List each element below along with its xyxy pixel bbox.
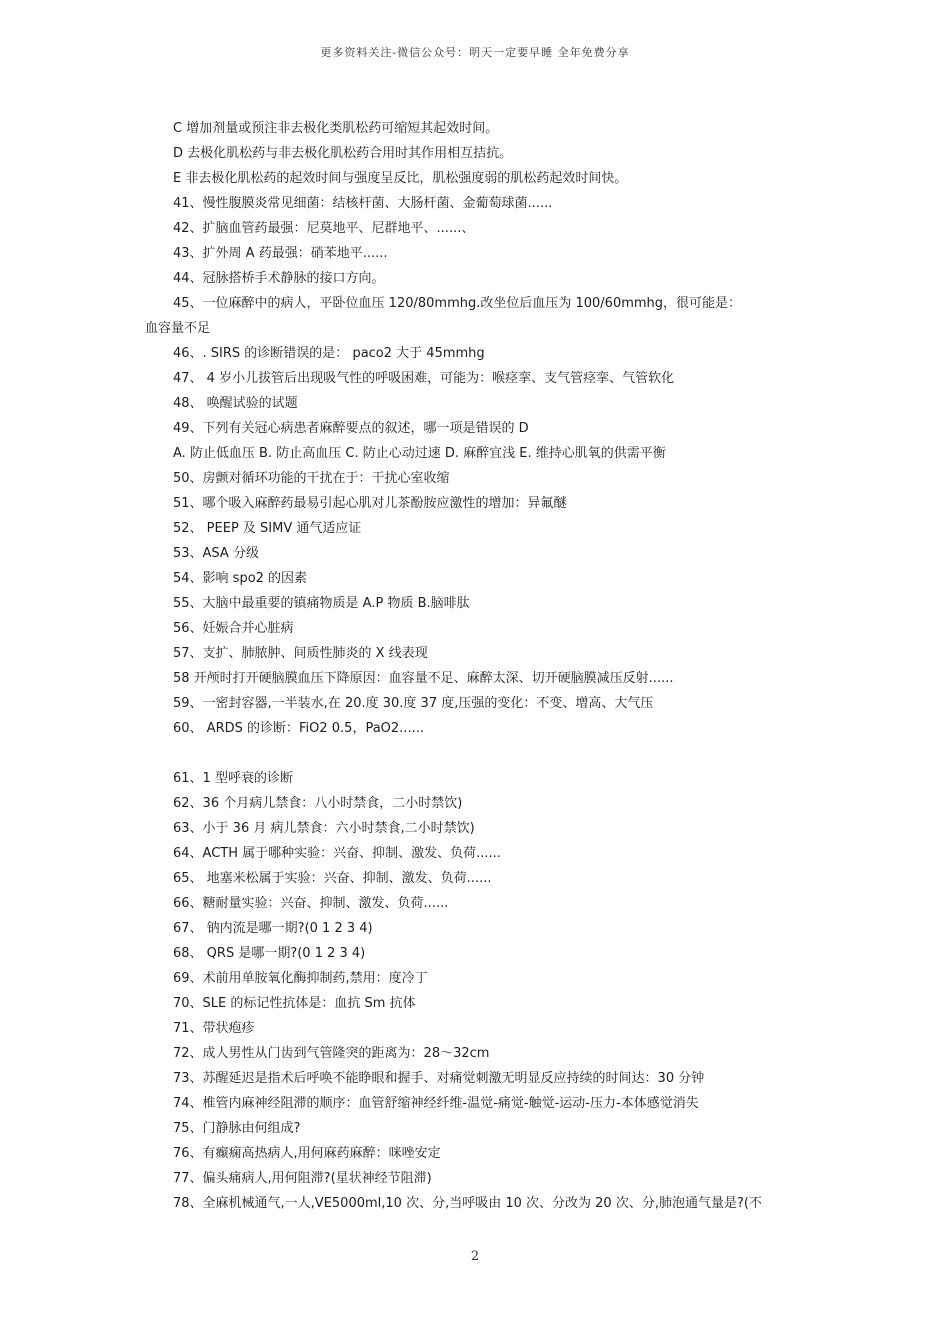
text-line: 53、ASA 分级 [173,546,259,561]
text-line: 61、1 型呼衰的诊断 [173,771,293,786]
document-body [145,116,813,1216]
text-line: C 增加剂量或预注非去极化类肌松药可缩短其起效时间。 [173,121,499,136]
text-line: 60、 ARDS 的诊断：FiO2 0.5，PaO2...... [173,721,424,736]
text-line: A. 防止低血压 B. 防止高血压 C. 防止心动过速 D. 麻醉宜浅 E. 维持心肌氧的供需平衡 [173,446,666,461]
text-line: 76、有癫痫高热病人,用何麻药麻醉：咪唑安定 [173,1146,441,1161]
text-line: 44、冠脉搭桥手术静脉的接口方向。 [173,271,385,286]
text-line: 71、带状疱疹 [173,1021,255,1036]
text-line: 57、支扩、肺脓肿、间质性肺炎的 X 线表现 [173,646,428,661]
blank-line [145,741,813,766]
text-line: 50、房颤对循环功能的干扰在于：干扰心室收缩 [173,471,450,486]
text-line: 49、下列有关冠心病患者麻醉要点的叙述，哪一项是错误的 D [173,421,529,436]
text-line: 62、36 个月病儿禁食：八小时禁食，二小时禁饮) [173,796,463,811]
text-line: 75、门静脉由何组成? [173,1121,301,1136]
text-line: 58 开颅时打开硬脑膜血压下降原因：血容量不足、麻醉太深、切开硬脑膜减压反射...... [173,671,674,686]
page-number: 2 [470,1249,480,1264]
text-line: 56、妊娠合并心脏病 [173,621,294,636]
text-line: 46、. SIRS 的诊断错误的是： paco2 大于 45mmhg [173,346,485,361]
text-line: 73、苏醒延迟是指术后呼唤不能睁眼和握手、对痛觉刺激无明显反应持续的时间达：30 分钟 [173,1071,705,1086]
text-line: 77、偏头痛病人,用何阻滞?(星状神经节阻滞) [173,1171,432,1186]
text-line: 51、哪个吸入麻醉药最易引起心肌对儿茶酚胺应激性的增加：异氟醚 [173,496,567,511]
text-line: 48、 唤醒试验的试题 [173,396,298,411]
text-line: 52、 PEEP 及 SIMV 通气适应证 [173,521,362,536]
text-line: E 非去极化肌松药的起效时间与强度呈反比，肌松强度弱的肌松药起效时间快。 [173,171,628,186]
text-line: 68、 QRS 是哪一期?(0 1 2 3 4) [173,946,366,961]
text-line-continuation: 血容量不足 [145,321,211,336]
text-line: 55、大脑中最重要的镇痛物质是 A.P 物质 B.脑啡肽 [173,596,470,611]
text-line: 42、扩脑血管药最强：尼莫地平、尼群地平、......、 [173,221,475,236]
text-line: 43、扩外周 A 药最强：硝苯地平...... [173,246,388,261]
text-line: 66、糖耐量实验：兴奋、抑制、激发、负荷...... [173,896,449,911]
text-line: 69、术前用单胺氧化酶抑制药,禁用：度冷丁 [173,971,428,986]
page-header: 更多资料关注-微信公众号：明天一定要早睡 全年免费分享 [320,46,630,59]
text-line: 74、椎管内麻神经阻滞的顺序：血管舒缩神经纤维-温觉-痛觉-触觉-运动-压力-本体感觉消失 [173,1096,699,1111]
text-line: 54、影响 spo2 的因素 [173,571,308,586]
text-line: 67、 钠内流是哪一期?(0 1 2 3 4) [173,921,373,936]
text-line: 78、全麻机械通气,一人,VE5000ml,10 次、分,当呼吸由 10 次、分改为 20 次、分,肺泡通气量是?(不 [173,1196,762,1211]
text-line: 41、慢性腹膜炎常见细菌：结核杆菌、大肠杆菌、金葡萄球菌...... [173,196,553,211]
text-line: 70、SLE 的标记性抗体是：血抗 Sm 抗体 [173,996,416,1011]
text-line: 72、成人男性从门齿到气管隆突的距离为：28～32cm [173,1046,490,1061]
text-line: D 去极化肌松药与非去极化肌松药合用时其作用相互拮抗。 [173,146,513,161]
text-line: 65、 地塞米松属于实验：兴奋、抑制、激发、负荷...... [173,871,492,886]
text-line: 45、一位麻醉中的病人，平卧位血压 120/80mmhg.改坐位后血压为 100/60mmhg，很可能是： [173,296,742,311]
text-line: 63、小于 36 月 病儿禁食：六小时禁食,二小时禁饮) [173,821,475,836]
text-line: 64、ACTH 属于哪种实验：兴奋、抑制、激发、负荷...... [173,846,501,861]
text-line: 59、一密封容器,一半装水,在 20.度 30.度 37 度,压强的变化：不变、增高、大气压 [173,696,654,711]
text-line: 47、 4 岁小儿拔管后出现吸气性的呼吸困难，可能为：喉痉挛、支气管痉挛、气管软化 [173,371,675,386]
